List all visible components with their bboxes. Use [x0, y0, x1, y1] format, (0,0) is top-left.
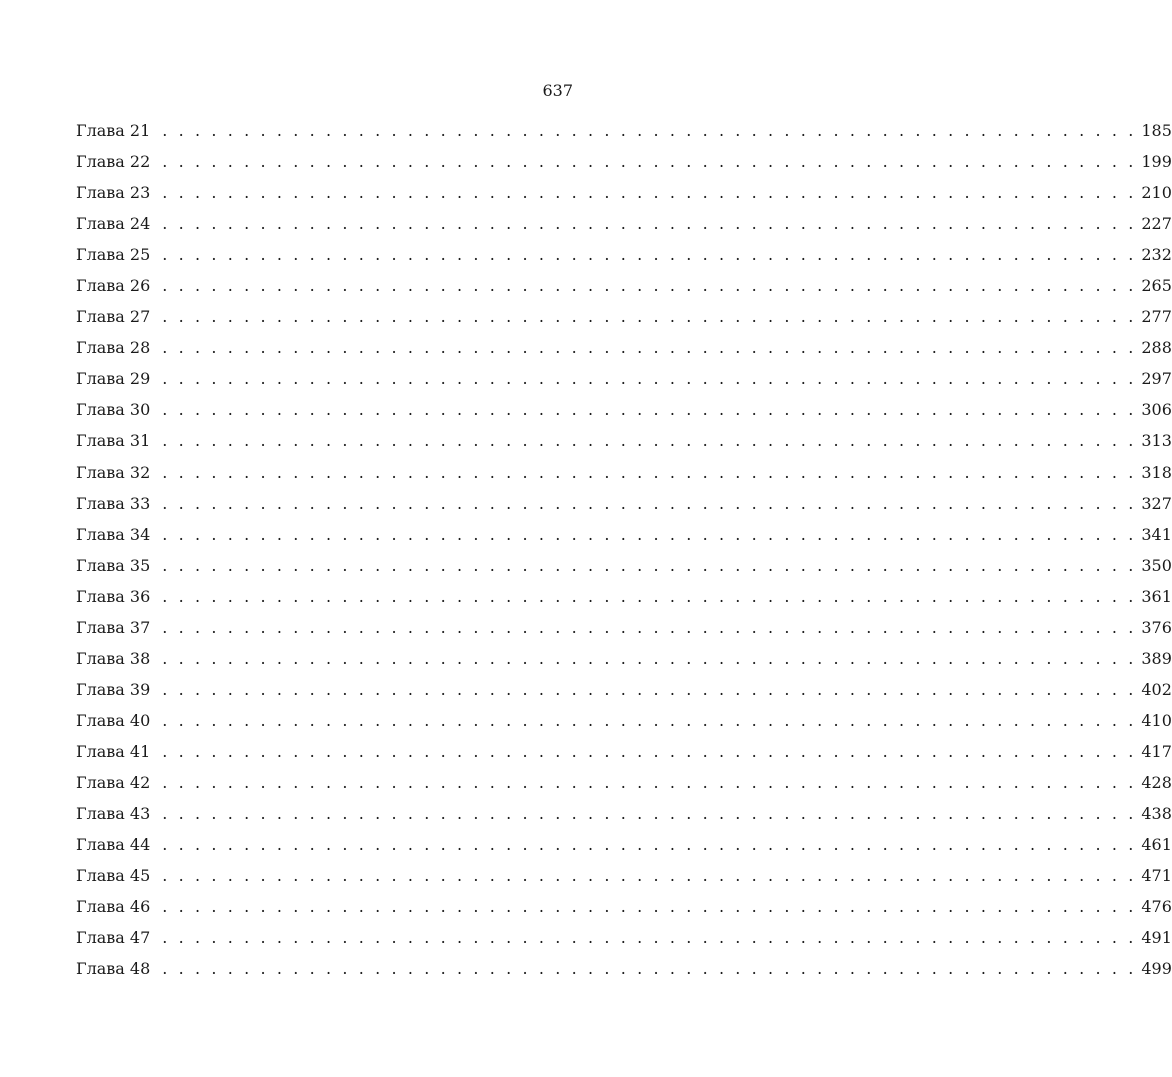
toc-entry-page: 361 — [1141, 586, 1172, 606]
toc-dot-leader: . . . . . . . . . . . . . . . . . . . . . . . . . . . . . . . . . . . . . . . . . . . . . . . . . . . . . . . . . . . . — [162, 307, 1134, 327]
toc-dot-leader: . . . . . . . . . . . . . . . . . . . . . . . . . . . . . . . . . . . . . . . . . . . . . . . . . . . . . . . . . . . . — [162, 835, 1134, 855]
toc-entry — [76, 430, 1172, 461]
toc-entry — [76, 306, 1172, 337]
toc-entry-page: 313 — [1141, 431, 1172, 451]
toc-dot-leader: . . . . . . . . . . . . . . . . . . . . . . . . . . . . . . . . . . . . . . . . . . . . . . . . . . . . . . . . . . . . — [162, 369, 1134, 389]
toc-entry-title: Глава 25 — [76, 245, 151, 265]
toc-entry — [76, 586, 1172, 617]
toc-entry-page: 350 — [1141, 555, 1172, 575]
toc-entry-page: 428 — [1141, 772, 1172, 792]
toc-entry — [76, 399, 1172, 430]
toc-entry — [76, 182, 1172, 213]
toc-dot-leader: . . . . . . . . . . . . . . . . . . . . . . . . . . . . . . . . . . . . . . . . . . . . . . . . . . . . . . . . . . . . — [162, 617, 1134, 637]
toc-entry-title: Глава 35 — [76, 555, 151, 575]
toc-dot-leader: . . . . . . . . . . . . . . . . . . . . . . . . . . . . . . . . . . . . . . . . . . . . . . . . . . . . . . . . . . . . — [162, 245, 1134, 265]
toc-entry-title: Глава 23 — [76, 183, 151, 203]
toc-entry — [76, 865, 1172, 896]
toc-entry — [76, 337, 1172, 368]
toc-entry — [76, 244, 1172, 275]
toc-entry-page: 417 — [1141, 741, 1172, 761]
toc-entry — [76, 803, 1172, 834]
toc-entry-title: Глава 33 — [76, 493, 151, 513]
toc-dot-leader: . . . . . . . . . . . . . . . . . . . . . . . . . . . . . . . . . . . . . . . . . . . . . . . . . . . . . . . . . . . . — [162, 338, 1134, 358]
toc-dot-leader: . . . . . . . . . . . . . . . . . . . . . . . . . . . . . . . . . . . . . . . . . . . . . . . . . . . . . . . . . . . . — [162, 524, 1134, 544]
toc-entry-title: Глава 48 — [76, 959, 151, 979]
toc-entry — [76, 648, 1172, 679]
toc-entry-page: 288 — [1141, 338, 1172, 358]
toc-entry-page: 402 — [1141, 679, 1172, 699]
toc-entry-title: Глава 46 — [76, 897, 151, 917]
toc-entry — [76, 617, 1172, 648]
table-of-contents — [76, 120, 1172, 989]
toc-entry-page: 327 — [1141, 493, 1172, 513]
toc-dot-leader: . . . . . . . . . . . . . . . . . . . . . . . . . . . . . . . . . . . . . . . . . . . . . . . . . . . . . . . . . . . . — [162, 431, 1134, 451]
page-number: 637 — [542, 81, 573, 100]
toc-entry — [76, 213, 1172, 244]
toc-entry-page: 389 — [1141, 648, 1172, 668]
toc-dot-leader: . . . . . . . . . . . . . . . . . . . . . . . . . . . . . . . . . . . . . . . . . . . . . . . . . . . . . . . . . . . . — [162, 928, 1134, 948]
toc-entry-title: Глава 27 — [76, 307, 151, 327]
toc-entry-title: Глава 43 — [76, 804, 151, 824]
toc-dot-leader: . . . . . . . . . . . . . . . . . . . . . . . . . . . . . . . . . . . . . . . . . . . . . . . . . . . . . . . . . . . . — [162, 648, 1134, 668]
toc-dot-leader: . . . . . . . . . . . . . . . . . . . . . . . . . . . . . . . . . . . . . . . . . . . . . . . . . . . . . . . . . . . . — [162, 214, 1134, 234]
toc-entry-page: 318 — [1141, 462, 1172, 482]
toc-dot-leader: . . . . . . . . . . . . . . . . . . . . . . . . . . . . . . . . . . . . . . . . . . . . . . . . . . . . . . . . . . . . — [162, 772, 1134, 792]
toc-entry-title: Глава 47 — [76, 928, 151, 948]
toc-entry-title: Глава 29 — [76, 369, 151, 389]
toc-dot-leader: . . . . . . . . . . . . . . . . . . . . . . . . . . . . . . . . . . . . . . . . . . . . . . . . . . . . . . . . . . . . — [162, 679, 1134, 699]
toc-entry — [76, 151, 1172, 182]
toc-entry — [76, 710, 1172, 741]
toc-entry-page: 232 — [1141, 245, 1172, 265]
toc-dot-leader: . . . . . . . . . . . . . . . . . . . . . . . . . . . . . . . . . . . . . . . . . . . . . . . . . . . . . . . . . . . . — [162, 741, 1134, 761]
toc-entry-page: 471 — [1141, 866, 1172, 886]
toc-entry-page: 265 — [1141, 276, 1172, 296]
toc-dot-leader: . . . . . . . . . . . . . . . . . . . . . . . . . . . . . . . . . . . . . . . . . . . . . . . . . . . . . . . . . . . . — [162, 866, 1134, 886]
toc-entry-title: Глава 32 — [76, 462, 151, 482]
toc-entry-title: Глава 28 — [76, 338, 151, 358]
toc-entry — [76, 896, 1172, 927]
toc-entry-title: Глава 41 — [76, 741, 151, 761]
toc-entry-page: 297 — [1141, 369, 1172, 389]
toc-entry — [76, 927, 1172, 958]
toc-entry — [76, 679, 1172, 710]
toc-entry-page: 438 — [1141, 804, 1172, 824]
toc-entry-page: 306 — [1141, 400, 1172, 420]
toc-dot-leader: . . . . . . . . . . . . . . . . . . . . . . . . . . . . . . . . . . . . . . . . . . . . . . . . . . . . . . . . . . . . — [162, 183, 1134, 203]
toc-entry — [76, 368, 1172, 399]
toc-entry-title: Глава 44 — [76, 835, 151, 855]
toc-dot-leader: . . . . . . . . . . . . . . . . . . . . . . . . . . . . . . . . . . . . . . . . . . . . . . . . . . . . . . . . . . . . — [162, 804, 1134, 824]
toc-dot-leader: . . . . . . . . . . . . . . . . . . . . . . . . . . . . . . . . . . . . . . . . . . . . . . . . . . . . . . . . . . . . — [162, 710, 1134, 730]
toc-entry-title: Глава 45 — [76, 866, 151, 886]
toc-entry-title: Глава 40 — [76, 710, 151, 730]
toc-entry-title: Глава 24 — [76, 214, 151, 234]
toc-dot-leader: . . . . . . . . . . . . . . . . . . . . . . . . . . . . . . . . . . . . . . . . . . . . . . . . . . . . . . . . . . . . — [162, 462, 1134, 482]
toc-entry-page: 491 — [1141, 928, 1172, 948]
toc-entry-page: 341 — [1141, 524, 1172, 544]
toc-entry — [76, 772, 1172, 803]
toc-entry-page: 185 — [1141, 121, 1172, 140]
toc-entry-title: Глава 42 — [76, 772, 151, 792]
toc-entry — [76, 555, 1172, 586]
toc-dot-leader: . . . . . . . . . . . . . . . . . . . . . . . . . . . . . . . . . . . . . . . . . . . . . . . . . . . . . . . . . . . . — [162, 121, 1134, 140]
toc-entry-title: Глава 22 — [76, 152, 151, 172]
toc-entry-page: 499 — [1141, 959, 1172, 979]
toc-entry-title: Глава 30 — [76, 400, 151, 420]
toc-dot-leader: . . . . . . . . . . . . . . . . . . . . . . . . . . . . . . . . . . . . . . . . . . . . . . . . . . . . . . . . . . . . — [162, 276, 1134, 296]
toc-entry — [76, 120, 1172, 151]
toc-entry-title: Глава 34 — [76, 524, 151, 544]
toc-dot-leader: . . . . . . . . . . . . . . . . . . . . . . . . . . . . . . . . . . . . . . . . . . . . . . . . . . . . . . . . . . . . — [162, 959, 1134, 979]
toc-entry-page: 410 — [1141, 710, 1172, 730]
toc-entry-page: 227 — [1141, 214, 1172, 234]
toc-entry — [76, 524, 1172, 555]
toc-entry-title: Глава 31 — [76, 431, 151, 451]
toc-entry-title: Глава 26 — [76, 276, 151, 296]
toc-dot-leader: . . . . . . . . . . . . . . . . . . . . . . . . . . . . . . . . . . . . . . . . . . . . . . . . . . . . . . . . . . . . — [162, 555, 1134, 575]
toc-dot-leader: . . . . . . . . . . . . . . . . . . . . . . . . . . . . . . . . . . . . . . . . . . . . . . . . . . . . . . . . . . . . — [162, 400, 1134, 420]
toc-dot-leader: . . . . . . . . . . . . . . . . . . . . . . . . . . . . . . . . . . . . . . . . . . . . . . . . . . . . . . . . . . . . — [162, 897, 1134, 917]
toc-dot-leader: . . . . . . . . . . . . . . . . . . . . . . . . . . . . . . . . . . . . . . . . . . . . . . . . . . . . . . . . . . . . — [162, 152, 1134, 172]
toc-entry — [76, 834, 1172, 865]
toc-entry-page: 376 — [1141, 617, 1172, 637]
toc-entry — [76, 493, 1172, 524]
toc-entry-title: Глава 38 — [76, 648, 151, 668]
toc-entry-title: Глава 39 — [76, 679, 151, 699]
toc-entry-title: Глава 36 — [76, 586, 151, 606]
toc-dot-leader: . . . . . . . . . . . . . . . . . . . . . . . . . . . . . . . . . . . . . . . . . . . . . . . . . . . . . . . . . . . . — [162, 586, 1134, 606]
toc-entry-title: Глава 21 — [76, 121, 151, 140]
toc-entry-page: 210 — [1141, 183, 1172, 203]
toc-entry — [76, 275, 1172, 306]
toc-dot-leader: . . . . . . . . . . . . . . . . . . . . . . . . . . . . . . . . . . . . . . . . . . . . . . . . . . . . . . . . . . . . — [162, 493, 1134, 513]
toc-entry-title: Глава 37 — [76, 617, 151, 637]
toc-entry — [76, 958, 1172, 989]
toc-entry — [76, 741, 1172, 772]
toc-entry-page: 199 — [1141, 152, 1172, 172]
toc-entry — [76, 462, 1172, 493]
toc-entry-page: 461 — [1141, 835, 1172, 855]
toc-entry-page: 277 — [1141, 307, 1172, 327]
toc-entry-page: 476 — [1141, 897, 1172, 917]
